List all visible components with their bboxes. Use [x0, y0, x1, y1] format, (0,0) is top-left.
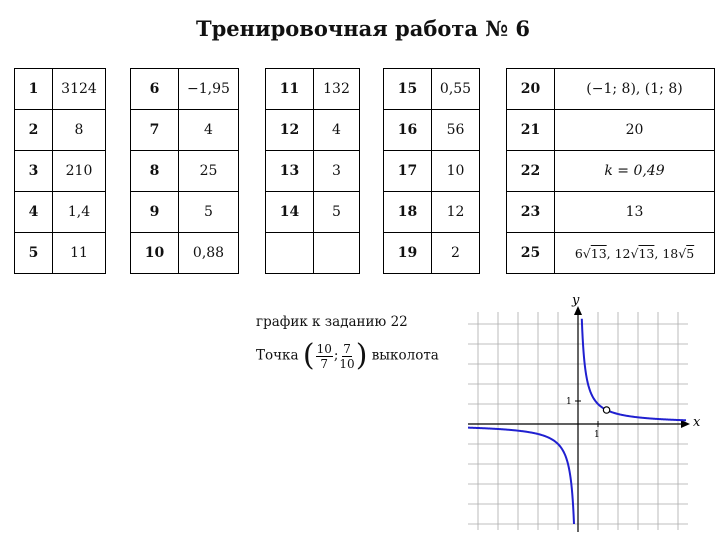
- task-answer: (−1; 8), (1; 8): [555, 69, 715, 110]
- task-number: 15: [384, 69, 432, 110]
- point-suffix: выколота: [371, 347, 439, 364]
- task-number: 19: [384, 233, 432, 274]
- task-answer: 0,55: [432, 69, 480, 110]
- task-answer: k = 0,49: [555, 151, 715, 192]
- open-paren: (: [302, 338, 315, 373]
- task-answer: 5: [179, 192, 239, 233]
- task-answer: 3124: [53, 69, 106, 110]
- task-answer: 4: [179, 110, 239, 151]
- task-number: 11: [266, 69, 314, 110]
- x-tick-label: 1: [594, 430, 600, 440]
- task-answer: 2: [432, 233, 480, 274]
- fraction-x-denominator: 7: [320, 356, 329, 371]
- task-number: 1: [15, 69, 53, 110]
- y-tick-label: 1: [566, 397, 572, 407]
- task-number: 7: [131, 110, 179, 151]
- task-number: 16: [384, 110, 432, 151]
- task-number: 13: [266, 151, 314, 192]
- task-answer: 10: [432, 151, 480, 192]
- task-answer: 4: [314, 110, 360, 151]
- task-answer: 132: [314, 69, 360, 110]
- task-number: 6: [131, 69, 179, 110]
- task-number: 20: [507, 69, 555, 110]
- close-paren: ): [355, 338, 368, 373]
- task-answer: 6√13, 12√13, 18√5: [555, 233, 715, 274]
- task-number: 12: [266, 110, 314, 151]
- task-answer: 25: [179, 151, 239, 192]
- task-answer: 11: [53, 233, 106, 274]
- task-number: 23: [507, 192, 555, 233]
- task-number: 18: [384, 192, 432, 233]
- page-title: Тренировочная работа № 6: [195, 16, 531, 41]
- task-answer: −1,95: [179, 69, 239, 110]
- coordinate-separator: ;: [333, 347, 339, 364]
- task-answer: 56: [432, 110, 480, 151]
- excluded-point-marker: [603, 407, 609, 413]
- task-number: 10: [131, 233, 179, 274]
- fraction-x-numerator: 10: [316, 341, 332, 356]
- task-number: 3: [15, 151, 53, 192]
- task-number: 17: [384, 151, 432, 192]
- task-number: 9: [131, 192, 179, 233]
- fraction-y-numerator: 7: [343, 341, 351, 356]
- task-number: 4: [15, 192, 53, 233]
- task-answer: 13: [555, 192, 715, 233]
- task-answer: 210: [53, 151, 106, 192]
- task-number: 2: [15, 110, 53, 151]
- task-number: 5: [15, 233, 53, 274]
- task-answer: 1,4: [53, 192, 106, 233]
- point-prefix: Точка: [256, 347, 299, 364]
- task-number: 8: [131, 151, 179, 192]
- task-answer: 20: [555, 110, 715, 151]
- task-answer: 5: [314, 192, 360, 233]
- task-answer: 12: [432, 192, 480, 233]
- fraction-y-denominator: 10: [339, 356, 355, 371]
- task-answer: 3: [314, 151, 360, 192]
- task-number: 25: [507, 233, 555, 274]
- task-answer: 0,88: [179, 233, 239, 274]
- x-axis-label: x: [693, 415, 701, 430]
- task-number: 21: [507, 110, 555, 151]
- task-answer: 8: [53, 110, 106, 151]
- task-number: 14: [266, 192, 314, 233]
- hyperbola-branch-positive: [582, 319, 686, 421]
- graph-caption: график к заданию 22: [256, 314, 408, 330]
- y-axis-label: y: [572, 293, 580, 308]
- task-number: 22: [507, 151, 555, 192]
